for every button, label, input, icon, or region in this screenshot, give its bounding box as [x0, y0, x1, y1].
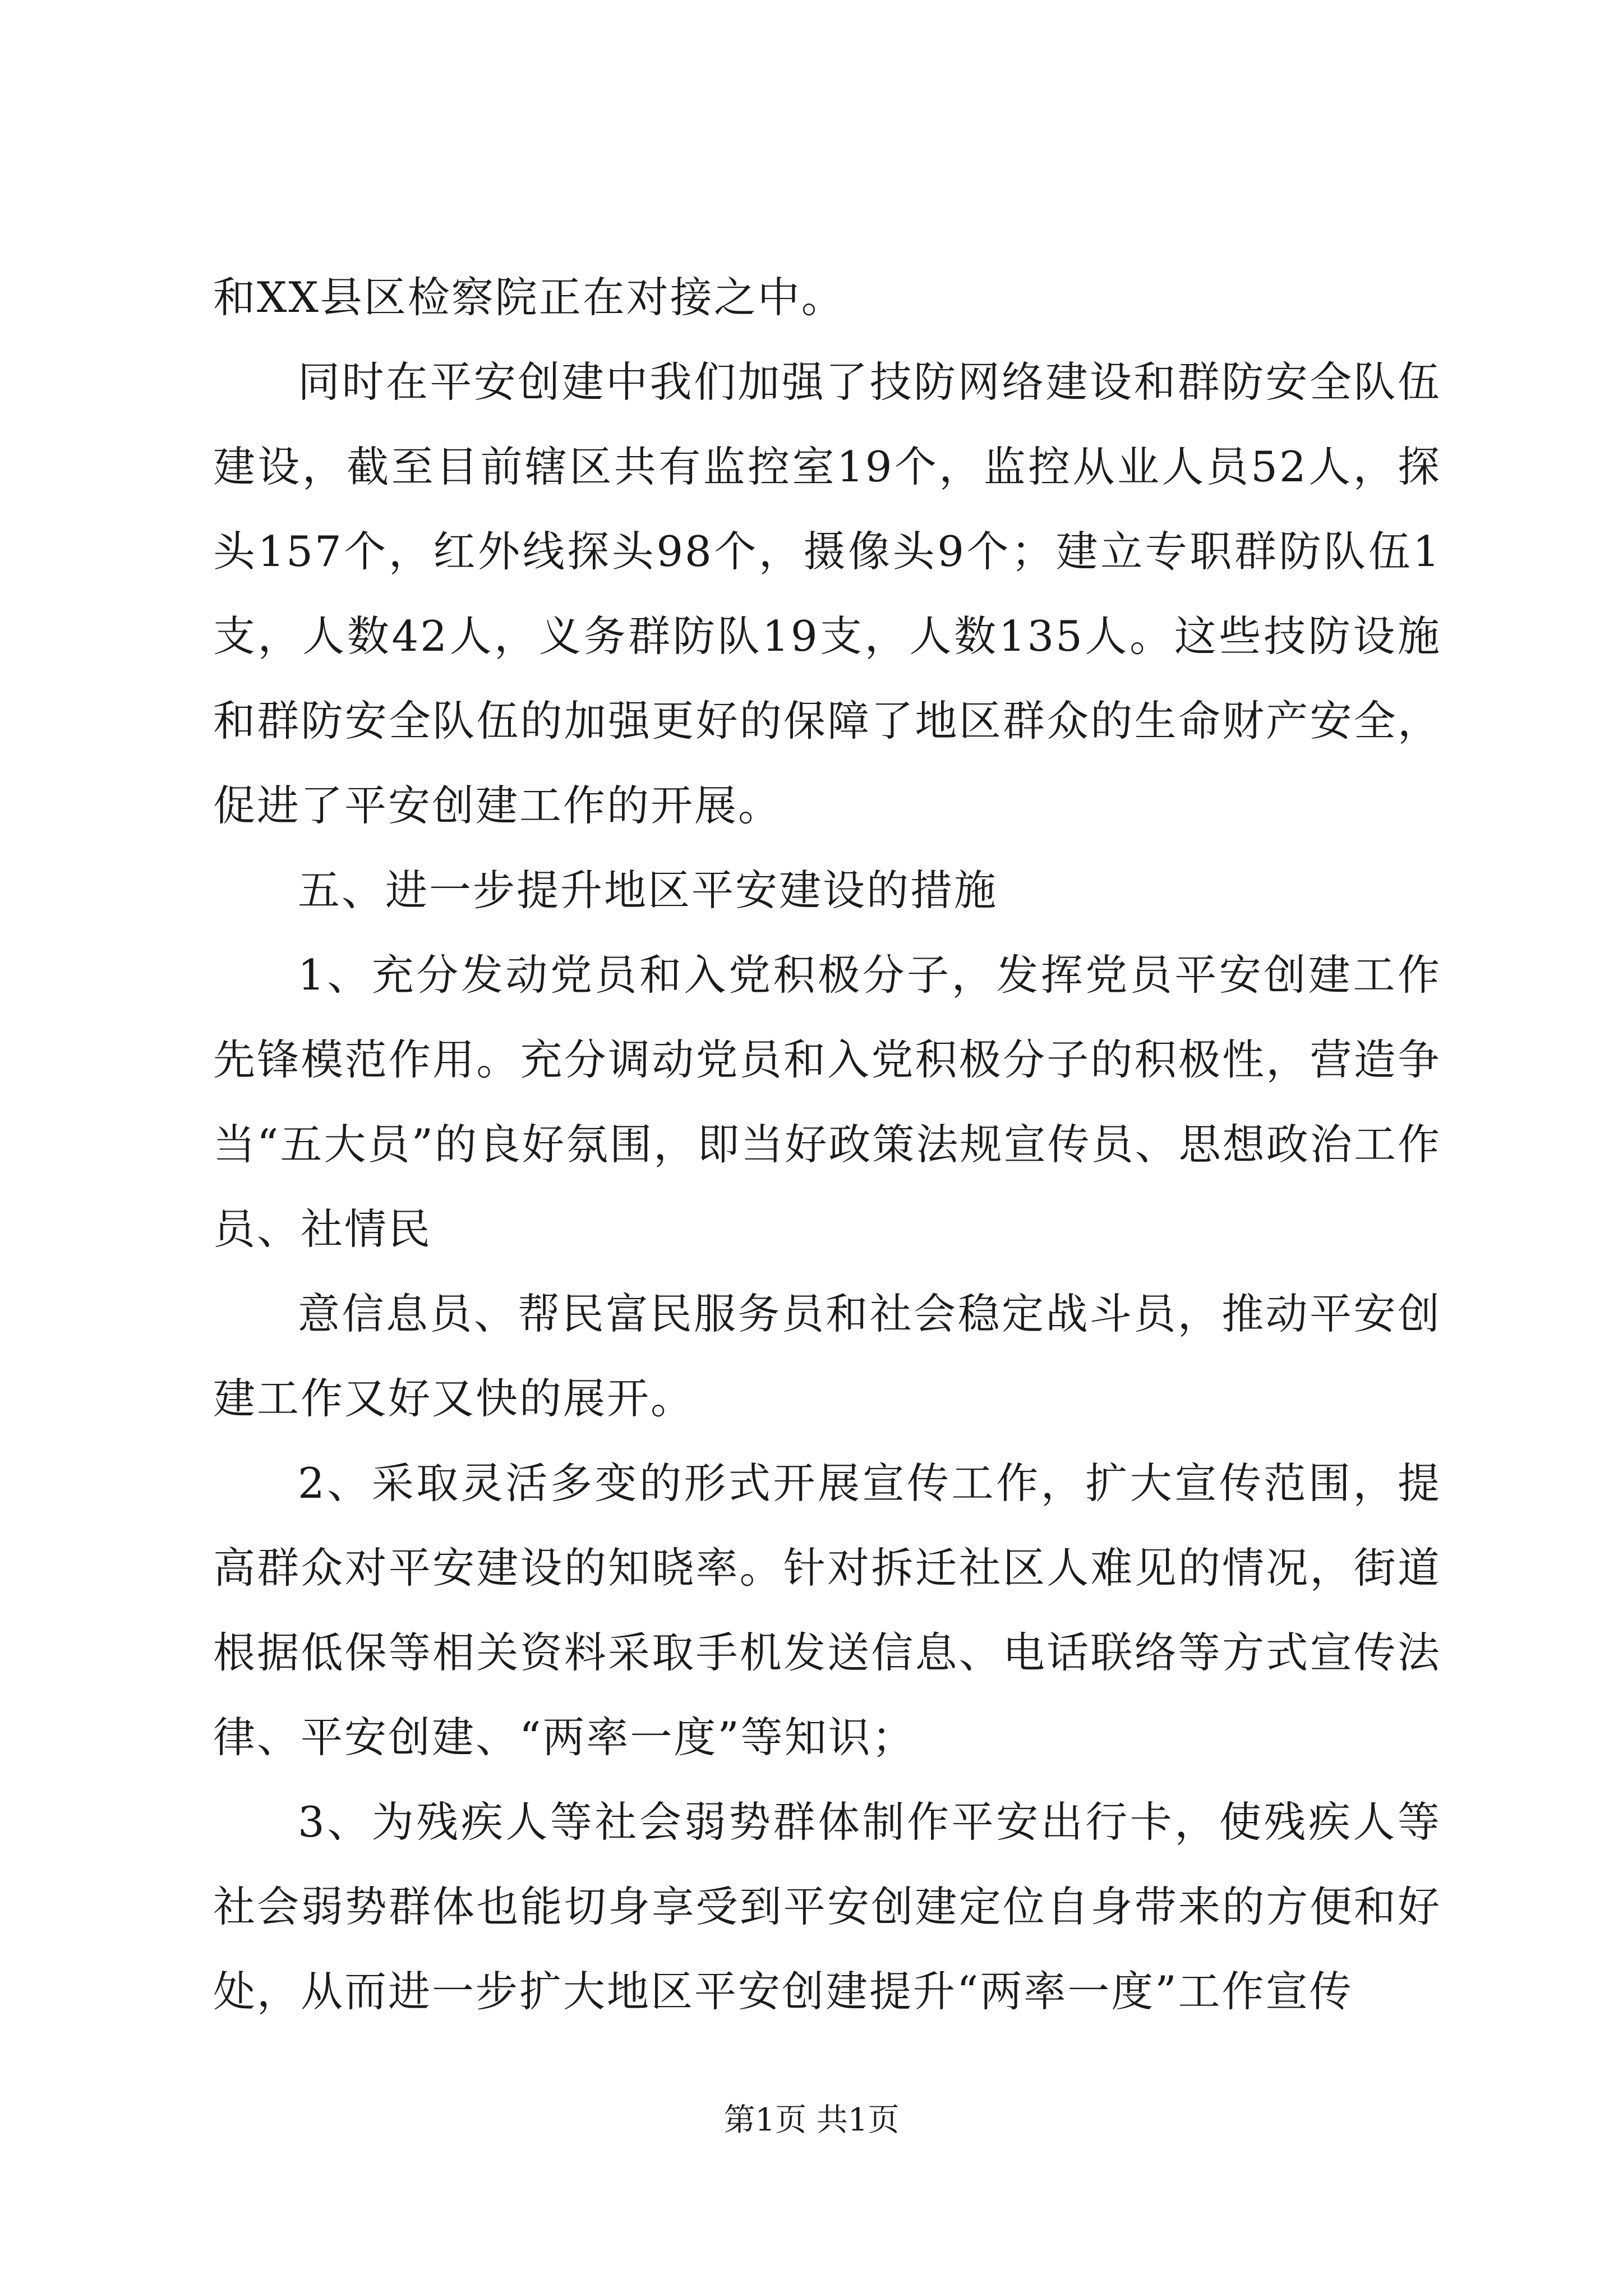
section-heading: 五、进一步提升地区平安建设的措施 [298, 866, 998, 915]
paragraph: 1、充分发动党员和入党积极分子，发挥党员平安创建工作先锋模范作用。充分调动党员和入党积极分子的积极性，营造争当“五大员”的良好氛围，即当好政策法规宣传员、思想政治工作员、社情民 [213, 950, 1441, 1254]
page-footer: 第1页 共1页 [723, 2102, 900, 2138]
document-body [213, 255, 1441, 2034]
paragraph: 意信息员、帮民富民服务员和社会稳定战斗员，推动平安创建工作又好又快的展开。 [213, 1289, 1441, 1423]
paragraph: 和XX县区检察院正在对接之中。 [213, 273, 845, 322]
paragraph: 2、采取灵活多变的形式开展宣传工作，扩大宣传范围，提高群众对平安建设的知晓率。针对拆迁社区人难见的情况，街道根据低保等相关资料采取手机发送信息、电话联络等方式宣传法律、平安创建、“两率一度”等知识； [213, 1458, 1441, 1762]
paragraph: 同时在平安创建中我们加强了技防网络建设和群防安全队伍建设，截至目前辖区共有监控室19个，监控从业人员52人，探头157个，红外线探头98个，摄像头9个；建立专职群防队伍1支，人数42人，义务群防队19支，人数135人。这些技防设施和群防安全队伍的加强更好的保障了地区群众的生命财产安全，促进了平安创建工作的开展。 [213, 357, 1441, 830]
paragraph: 3、为残疾人等社会弱势群体制作平安出行卡，使残疾人等社会弱势群体也能切身享受到平安创建定位自身带来的方便和好处，从而进一步扩大地区平安创建提升“两率一度”工作宣传 [213, 1797, 1441, 2016]
